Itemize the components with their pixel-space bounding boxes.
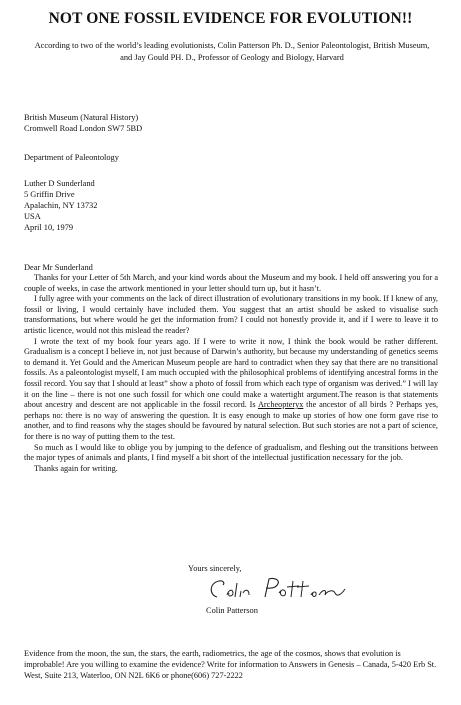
body-text: the ancestor of all birds ? Perhaps yes, perhaps no: there is no way of answering the question. It is easy enough to make up stories of how one form gave rise to another, and to find reasons why the stages should be favoured by natural selection. But such stories are not a part of science, for there is no way of putting them to the test. xyxy=(24,400,439,441)
body-text: I wrote the text of my book four years ago. If I were to write it now, I think the book would be rather different. Gradualism is a concept I believe in, not just because of Darwin’s authority, but because my understanding of genetics seems to demand it. Yet Gould and the American Museum people are hard to contradict when they say that there are no transitional fossils. As a paleontologist myself, I am much occupied with the philosophical problems of identifying ancestral forms in the fossil record. You say that I should at least” show a photo of fossil from which each type of organism was derived.” I will lay it on the line – there is not one such fossil for which one could make a watertight argument.The reason is that statements about ancestry and descent are not applicable in the fossil record. Is xyxy=(24,336,438,410)
recipient-line: USA xyxy=(24,212,41,221)
intro-text: According to two of the world’s leading evolutionists, Colin Patterson Ph. D., Senior Paleontologist, British Museum, and Jay Gould PH. D., Professor of Geology and Biology, Harvard xyxy=(34,41,430,62)
body-paragraph: So much as I would like to oblige you by jumping to the defence of gradualism, and fleshing out the transitions between the major types of animals and plants, I find myself a bit short of the intellectual justification necessary for the job. xyxy=(24,442,438,463)
recipient-line: 5 Griffin Drive xyxy=(24,190,75,199)
sender-address-line: British Museum (Natural History) xyxy=(24,113,139,122)
underlined-word: Archeopteryx xyxy=(257,400,304,410)
recipient-block xyxy=(24,178,97,233)
recipient-line: Luther D Sunderland xyxy=(24,179,95,188)
handwritten-signature xyxy=(203,575,353,605)
headline: NOT ONE FOSSIL EVIDENCE FOR EVOLUTION!! xyxy=(48,10,413,27)
body-paragraph xyxy=(24,337,438,443)
department: Department of Paleontology xyxy=(24,153,119,162)
letter-body xyxy=(24,273,438,474)
body-paragraph: Thanks for your Letter of 5th March, and your kind words about the Museum and my book. I held off answering you for a couple of weeks, in case the artwork mentioned in your letter should turn up, but it hasn’t. xyxy=(24,273,438,293)
sender-address xyxy=(24,112,142,134)
letter-date: April 10, 1979 xyxy=(24,223,74,232)
closing: Yours sincerely, xyxy=(188,564,242,573)
body-paragraph: I fully agree with your comments on the lack of direct illustration of evolutionary transitions in my book. If I knew of any, fossil or living, I would certainly have included them. You suggest that an artist should be asked to visualise such transformations, but where would he get the information from? I could not honestly provide it, and if I were to leave it to artistic licence, would not this mislead the reader? xyxy=(24,294,438,335)
body-paragraph: Thanks again for writing. xyxy=(34,463,118,473)
salutation: Dear Mr Sunderland xyxy=(24,263,93,272)
footer-text: Evidence from the moon, the sun, the stars, the earth, radiometrics, the age of the cosmos, shows that evolution is improbable! Are you willing to examine the evidence? Write for information to Answers in Genesis – Canada, 5-420 Erb St. West, Suite 213, Waterloo, ON N2L 6K6 or phone(606) 727-2222 xyxy=(24,649,437,680)
sender-address-line: Cromwell Road London SW7 5BD xyxy=(24,124,143,133)
recipient-line: Apalachin, NY 13732 xyxy=(24,201,98,210)
signature-name: Colin Patterson xyxy=(206,606,258,615)
